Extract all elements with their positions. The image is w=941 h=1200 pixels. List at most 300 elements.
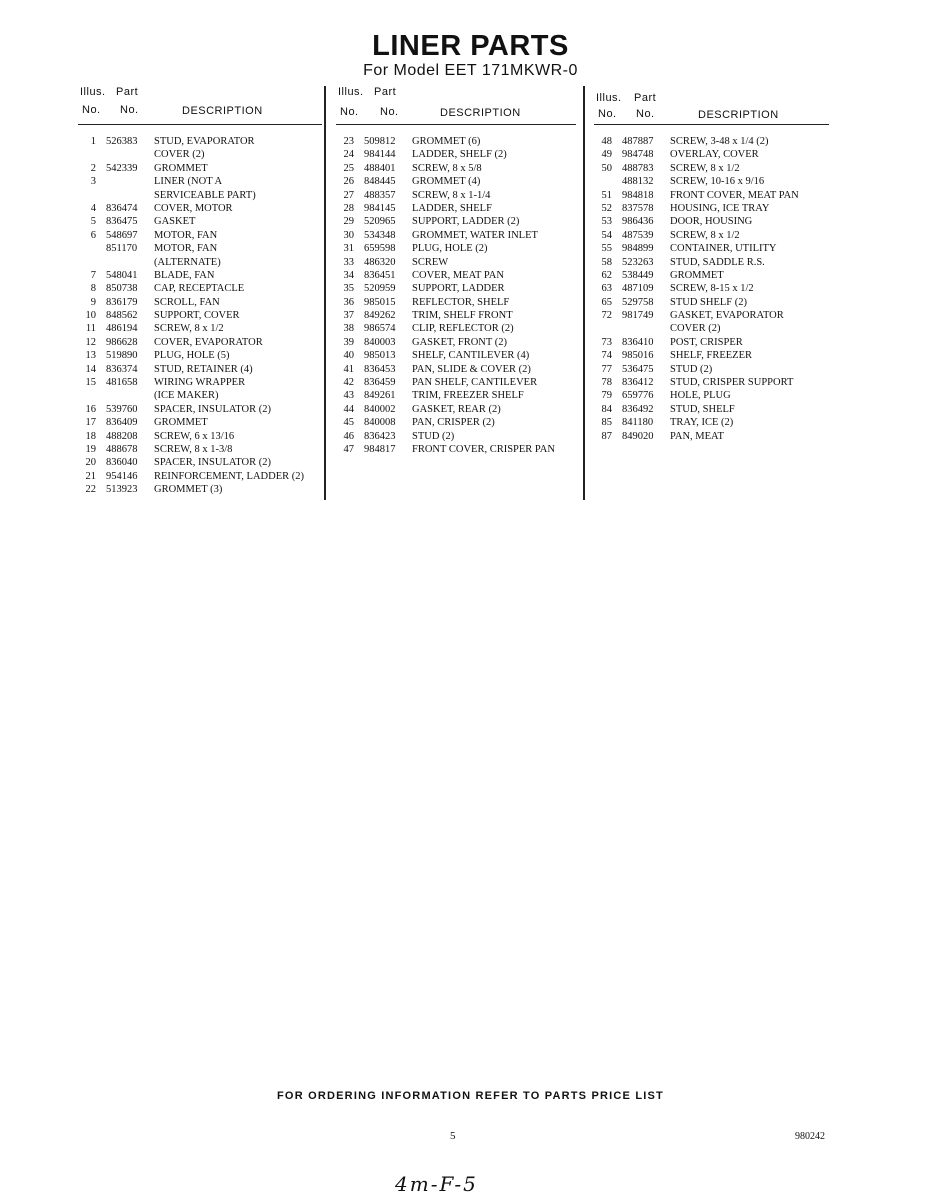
- illus-number: 15: [85, 377, 96, 389]
- illus-number: 51: [601, 189, 612, 201]
- part-number: 539760: [106, 403, 138, 415]
- part-number: 836492: [622, 403, 654, 415]
- header-illus-no: No.: [82, 104, 101, 116]
- part-description: COVER, EVAPORATOR: [154, 336, 263, 348]
- table-row: [78, 162, 322, 175]
- table-row: [594, 256, 829, 269]
- illus-number: 74: [601, 350, 612, 362]
- part-number: 840008: [364, 417, 396, 429]
- parts-list: [336, 135, 576, 456]
- part-description: SCREW, 8 x 5/8: [412, 162, 482, 174]
- table-row: [78, 189, 322, 202]
- parts-column-1: [78, 86, 322, 497]
- table-row: [594, 189, 829, 202]
- column-divider: [324, 86, 326, 500]
- table-row: [594, 309, 829, 322]
- part-number: 836475: [106, 216, 138, 228]
- part-number: 534348: [364, 229, 396, 241]
- table-row: [336, 229, 576, 242]
- part-description: GROMMET (3): [154, 484, 223, 496]
- part-description: SUPPORT, LADDER: [412, 283, 505, 295]
- illus-number: 30: [343, 229, 354, 241]
- table-row: [336, 202, 576, 215]
- part-number: 509812: [364, 136, 396, 147]
- illus-number: 40: [343, 350, 354, 362]
- illus-number: 13: [85, 350, 96, 362]
- illus-number: 5: [90, 216, 96, 228]
- illus-number: 84: [601, 403, 612, 415]
- illus-number: 45: [343, 417, 354, 429]
- part-description: SERVICEABLE PART): [154, 189, 256, 201]
- table-row: [594, 363, 829, 376]
- part-number: 836040: [106, 457, 138, 469]
- part-number: 981749: [622, 310, 654, 322]
- table-row: [594, 416, 829, 429]
- part-number: 836410: [622, 336, 654, 348]
- part-number: 836453: [364, 363, 396, 375]
- part-number: 836412: [622, 377, 654, 389]
- illus-number: 10: [85, 310, 96, 322]
- table-row: [78, 202, 322, 215]
- table-row: [594, 202, 829, 215]
- table-row: [336, 162, 576, 175]
- part-number: 520965: [364, 216, 396, 228]
- part-number: 836451: [364, 269, 396, 281]
- part-description: CLIP, REFLECTOR (2): [412, 323, 514, 335]
- header-description: DESCRIPTION: [182, 105, 263, 117]
- part-number: 536475: [622, 363, 654, 375]
- part-description: PAN SHELF, CANTILEVER: [412, 377, 538, 389]
- table-row: [78, 483, 322, 496]
- illus-number: 48: [601, 136, 612, 147]
- table-row: [336, 215, 576, 228]
- illus-number: 19: [85, 443, 96, 455]
- table-row: [78, 215, 322, 228]
- part-number: 519890: [106, 350, 138, 362]
- table-row: [594, 282, 829, 295]
- part-description: PAN, MEAT: [670, 430, 724, 442]
- page-subtitle: For Model EET 171MKWR-0: [363, 62, 578, 79]
- part-description: COVER (2): [154, 149, 205, 161]
- part-number: 513923: [106, 484, 138, 496]
- illus-number: 53: [601, 216, 612, 228]
- illus-number: 46: [343, 430, 354, 442]
- illus-number: 7: [90, 269, 96, 281]
- part-description: STUD, EVAPORATOR: [154, 136, 255, 147]
- part-description: SCREW, 8 x 1/2: [154, 323, 224, 335]
- illus-number: 8: [90, 283, 96, 295]
- illus-number: 34: [343, 269, 354, 281]
- table-row: [594, 296, 829, 309]
- part-description: FRONT COVER, MEAT PAN: [670, 189, 799, 201]
- part-number: 986436: [622, 216, 654, 228]
- part-number: 488208: [106, 430, 138, 442]
- part-description: STUD, RETAINER (4): [154, 363, 253, 375]
- part-description: SHELF, FREEZER: [670, 350, 753, 362]
- parts-column-2: [336, 86, 576, 456]
- part-number: 487539: [622, 229, 654, 241]
- illus-number: 54: [601, 229, 612, 241]
- table-row: [336, 175, 576, 188]
- column-divider: [583, 86, 585, 500]
- table-row: [336, 389, 576, 402]
- part-number: 488678: [106, 443, 138, 455]
- table-row: [336, 135, 576, 148]
- column-header: [336, 86, 576, 125]
- part-number: 984899: [622, 243, 654, 255]
- part-description: GASKET: [154, 216, 196, 228]
- table-row: [594, 242, 829, 255]
- table-row: [78, 430, 322, 443]
- ordering-note: FOR ORDERING INFORMATION REFER TO PARTS PRICE LIST: [277, 1090, 664, 1102]
- table-row: [594, 403, 829, 416]
- illus-number: 24: [343, 149, 354, 161]
- table-row: [594, 215, 829, 228]
- part-number: 837578: [622, 202, 654, 214]
- table-row: [78, 229, 322, 242]
- illus-number: 4: [90, 202, 96, 214]
- part-description: SCROLL, FAN: [154, 296, 220, 308]
- part-number: 529758: [622, 296, 654, 308]
- part-description: GROMMET: [154, 162, 208, 174]
- illus-number: 62: [601, 269, 612, 281]
- table-row: [336, 309, 576, 322]
- part-description: COVER, MEAT PAN: [412, 269, 504, 281]
- illus-number: 39: [343, 336, 354, 348]
- table-row: [78, 336, 322, 349]
- table-row: [78, 269, 322, 282]
- handwritten-note: 4m-F-5: [395, 1172, 478, 1196]
- illus-number: 35: [343, 283, 354, 295]
- page-title: LINER PARTS: [372, 30, 569, 62]
- part-description: COVER, MOTOR: [154, 202, 233, 214]
- illus-number: 12: [85, 336, 96, 348]
- illus-number: 52: [601, 202, 612, 214]
- part-number: 984748: [622, 149, 654, 161]
- part-description: MOTOR, FAN: [154, 229, 218, 241]
- part-number: 986628: [106, 336, 138, 348]
- table-row: [594, 229, 829, 242]
- part-description: HOLE, PLUG: [670, 390, 731, 402]
- header-description: DESCRIPTION: [440, 107, 521, 119]
- part-number: 836374: [106, 363, 138, 375]
- illus-number: 9: [90, 296, 96, 308]
- part-number: 481658: [106, 377, 138, 389]
- part-number: 848562: [106, 310, 138, 322]
- part-description: CAP, RECEPTACLE: [154, 283, 245, 295]
- part-number: 836423: [364, 430, 396, 442]
- part-description: HOUSING, ICE TRAY: [670, 202, 770, 214]
- part-description: CONTAINER, UTILITY: [670, 243, 777, 255]
- table-row: [336, 416, 576, 429]
- part-description: SCREW, 8-15 x 1/2: [670, 283, 754, 295]
- part-description: GROMMET: [154, 417, 208, 429]
- parts-column-3: [594, 86, 829, 443]
- part-number: 487887: [622, 136, 654, 147]
- illus-number: 17: [85, 417, 96, 429]
- column-header: [594, 86, 829, 125]
- table-row: [336, 443, 576, 456]
- part-number: 526383: [106, 136, 138, 147]
- table-row: [594, 376, 829, 389]
- table-row: [336, 322, 576, 335]
- part-description: GROMMET, WATER INLET: [412, 229, 538, 241]
- header-illus: Illus.: [80, 86, 106, 98]
- part-description: SCREW, 8 x 1-3/8: [154, 443, 233, 455]
- table-row: [336, 363, 576, 376]
- illus-number: 20: [85, 457, 96, 469]
- table-row: [336, 148, 576, 161]
- illus-number: 16: [85, 403, 96, 415]
- table-row: [336, 282, 576, 295]
- illus-number: 14: [85, 363, 96, 375]
- illus-number: 58: [601, 256, 612, 268]
- part-number: 486194: [106, 323, 138, 335]
- part-description: SCREW, 8 x 1/2: [670, 162, 740, 174]
- illus-number: 49: [601, 149, 612, 161]
- illus-number: 43: [343, 390, 354, 402]
- illus-number: 23: [343, 136, 354, 147]
- table-row: [78, 148, 322, 161]
- table-row: [594, 322, 829, 335]
- part-number: 486320: [364, 256, 396, 268]
- part-description: (ICE MAKER): [154, 390, 219, 402]
- part-number: 840002: [364, 403, 396, 415]
- illus-number: 72: [601, 310, 612, 322]
- part-number: 548041: [106, 269, 138, 281]
- part-description: LINER (NOT A: [154, 176, 223, 188]
- header-description: DESCRIPTION: [698, 109, 779, 121]
- part-number: 985016: [622, 350, 654, 362]
- illus-number: 27: [343, 189, 354, 201]
- part-number: 488783: [622, 162, 654, 174]
- illus-number: 6: [90, 229, 96, 241]
- header-illus-no: No.: [598, 108, 617, 120]
- part-description: PLUG, HOLE (5): [154, 350, 230, 362]
- table-row: [594, 135, 829, 148]
- illus-number: 3: [90, 176, 96, 188]
- illus-number: 50: [601, 162, 612, 174]
- part-description: SPACER, INSULATOR (2): [154, 403, 271, 415]
- header-illus-no: No.: [340, 106, 359, 118]
- part-number: 849020: [622, 430, 654, 442]
- part-description: BLADE, FAN: [154, 269, 215, 281]
- part-number: 659598: [364, 243, 396, 255]
- table-row: [336, 269, 576, 282]
- table-row: [594, 175, 829, 188]
- header-part: Part: [116, 86, 139, 98]
- illus-number: 37: [343, 310, 354, 322]
- part-description: REINFORCEMENT, LADDER (2): [154, 470, 305, 482]
- illus-number: 65: [601, 296, 612, 308]
- table-row: [336, 349, 576, 362]
- table-row: [78, 456, 322, 469]
- header-part: Part: [634, 92, 657, 104]
- header-part-no: No.: [636, 108, 655, 120]
- header-part: Part: [374, 86, 397, 98]
- header-illus: Illus.: [596, 92, 622, 104]
- illus-number: 26: [343, 176, 354, 188]
- part-description: LADDER, SHELF (2): [412, 149, 507, 161]
- table-row: [594, 389, 829, 402]
- part-number: 984145: [364, 202, 396, 214]
- illus-number: 63: [601, 283, 612, 295]
- part-description: SCREW, 3-48 x 1/4 (2): [670, 136, 769, 147]
- part-description: PLUG, HOLE (2): [412, 243, 488, 255]
- part-number: 985013: [364, 350, 396, 362]
- page-number: 5: [450, 1130, 456, 1142]
- illus-number: 36: [343, 296, 354, 308]
- part-description: GROMMET (4): [412, 176, 481, 188]
- table-row: [78, 282, 322, 295]
- table-row: [78, 416, 322, 429]
- illus-number: 29: [343, 216, 354, 228]
- table-row: [78, 242, 322, 255]
- column-header: [78, 86, 322, 125]
- table-row: [78, 296, 322, 309]
- part-description: STUD, SADDLE R.S.: [670, 256, 765, 268]
- document-code: 980242: [795, 1131, 825, 1142]
- parts-list: [78, 135, 322, 497]
- table-row: [78, 363, 322, 376]
- part-number: 836179: [106, 296, 138, 308]
- part-description: MOTOR, FAN: [154, 243, 218, 255]
- table-row: [78, 443, 322, 456]
- table-row: [78, 376, 322, 389]
- part-description: FRONT COVER, CRISPER PAN: [412, 443, 555, 455]
- part-number: 985015: [364, 296, 396, 308]
- part-description: POST, CRISPER: [670, 336, 743, 348]
- part-description: STUD, CRISPER SUPPORT: [670, 377, 794, 389]
- part-description: SHELF, CANTILEVER (4): [412, 350, 530, 362]
- part-description: STUD SHELF (2): [670, 296, 748, 308]
- part-number: 488357: [364, 189, 396, 201]
- illus-number: 42: [343, 377, 354, 389]
- illus-number: 1: [90, 136, 96, 147]
- illus-number: 55: [601, 243, 612, 255]
- illus-number: 2: [90, 162, 96, 174]
- header-part-no: No.: [120, 104, 139, 116]
- part-description: SCREW, 8 x 1/2: [670, 229, 740, 241]
- table-row: [336, 376, 576, 389]
- table-row: [594, 336, 829, 349]
- part-number: 849261: [364, 390, 396, 402]
- illus-number: 77: [601, 363, 612, 375]
- illus-number: 33: [343, 256, 354, 268]
- part-description: SCREW: [412, 256, 449, 268]
- part-number: 850738: [106, 283, 138, 295]
- header-illus: Illus.: [338, 86, 364, 98]
- part-description: TRIM, SHELF FRONT: [412, 310, 513, 322]
- illus-number: 11: [85, 323, 96, 335]
- part-description: GROMMET (6): [412, 136, 481, 147]
- part-description: GROMMET: [670, 269, 724, 281]
- illus-number: 25: [343, 162, 354, 174]
- table-row: [594, 430, 829, 443]
- table-row: [78, 403, 322, 416]
- part-description: GASKET, FRONT (2): [412, 336, 507, 348]
- illus-number: 18: [85, 430, 96, 442]
- part-number: 488401: [364, 162, 396, 174]
- part-number: 488132: [622, 176, 654, 188]
- part-description: SCREW, 10-16 x 9/16: [670, 176, 765, 188]
- illus-number: 44: [343, 403, 354, 415]
- part-description: TRAY, ICE (2): [670, 417, 734, 429]
- table-row: [78, 175, 322, 188]
- part-description: PAN, SLIDE & COVER (2): [412, 363, 531, 375]
- table-row: [336, 430, 576, 443]
- table-row: [594, 148, 829, 161]
- illus-number: 38: [343, 323, 354, 335]
- illus-number: 85: [601, 417, 612, 429]
- part-description: STUD (2): [412, 430, 455, 442]
- illus-number: 47: [343, 443, 354, 455]
- illus-number: 41: [343, 363, 354, 375]
- part-description: (ALTERNATE): [154, 256, 221, 268]
- part-number: 548697: [106, 229, 138, 241]
- table-row: [336, 256, 576, 269]
- table-row: [594, 269, 829, 282]
- illus-number: 28: [343, 202, 354, 214]
- part-number: 984818: [622, 189, 654, 201]
- part-number: 523263: [622, 256, 654, 268]
- part-description: SUPPORT, LADDER (2): [412, 216, 520, 228]
- part-number: 659776: [622, 390, 654, 402]
- part-number: 836459: [364, 377, 396, 389]
- part-number: 840003: [364, 336, 396, 348]
- illus-number: 79: [601, 390, 612, 402]
- part-description: DOOR, HOUSING: [670, 216, 753, 228]
- part-number: 849262: [364, 310, 396, 322]
- illus-number: 22: [85, 484, 96, 496]
- table-row: [78, 256, 322, 269]
- part-number: 487109: [622, 283, 654, 295]
- part-description: STUD, SHELF: [670, 403, 735, 415]
- table-row: [336, 296, 576, 309]
- part-number: 841180: [622, 417, 654, 429]
- part-description: SCREW, 6 x 13/16: [154, 430, 235, 442]
- part-description: SCREW, 8 x 1-1/4: [412, 189, 491, 201]
- illus-number: 73: [601, 336, 612, 348]
- table-row: [78, 135, 322, 148]
- header-part-no: No.: [380, 106, 399, 118]
- part-number: 986574: [364, 323, 396, 335]
- part-number: 836474: [106, 202, 138, 214]
- part-description: PAN, CRISPER (2): [412, 417, 495, 429]
- part-number: 538449: [622, 269, 654, 281]
- illus-number: 21: [85, 470, 96, 482]
- part-description: OVERLAY, COVER: [670, 149, 759, 161]
- table-row: [78, 470, 322, 483]
- table-row: [336, 403, 576, 416]
- part-description: GASKET, EVAPORATOR: [670, 310, 784, 322]
- part-description: SPACER, INSULATOR (2): [154, 457, 271, 469]
- parts-list: [594, 135, 829, 443]
- illus-number: 87: [601, 430, 612, 442]
- part-description: STUD (2): [670, 363, 713, 375]
- part-number: 851170: [106, 243, 138, 255]
- table-row: [78, 322, 322, 335]
- table-row: [78, 349, 322, 362]
- part-number: 836409: [106, 417, 138, 429]
- part-number: 984817: [364, 443, 396, 455]
- table-row: [594, 162, 829, 175]
- part-description: LADDER, SHELF: [412, 202, 492, 214]
- part-description: GASKET, REAR (2): [412, 403, 501, 415]
- table-row: [78, 309, 322, 322]
- part-number: 984144: [364, 149, 396, 161]
- part-description: COVER (2): [670, 323, 721, 335]
